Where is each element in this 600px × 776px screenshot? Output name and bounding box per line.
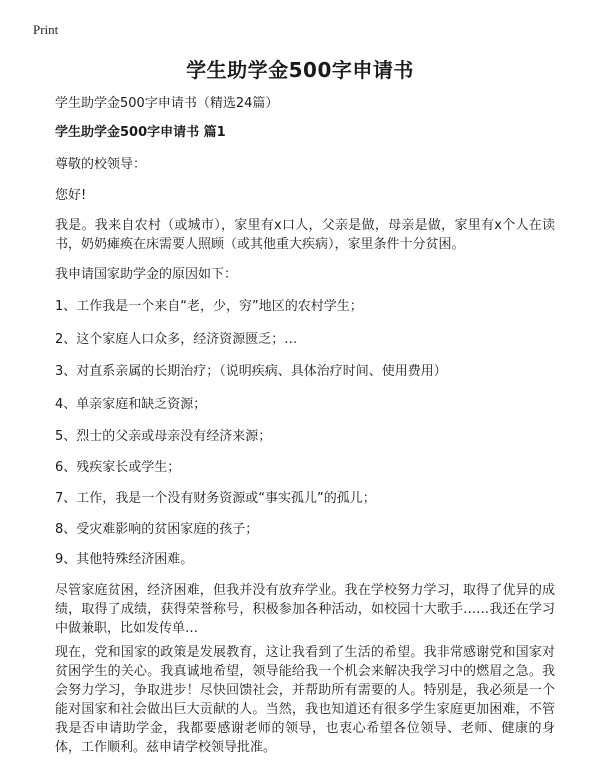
print-link[interactable]: Print xyxy=(33,22,59,37)
section-heading: 学生助学金500字申请书 篇1 xyxy=(55,125,226,140)
list-item: 3、对直系亲属的长期治疗；（说明疾病、具体治疗时间、使用费用） xyxy=(55,364,447,379)
list-item: 8、受灾难影响的贫困家庭的孩子； xyxy=(55,522,259,537)
body-paragraph: 现在，党和国家的政策是发展教育，这让我看到了生活的希望。我非常感谢党和国家对贫困学生的关心。我真诚地希望，领导能给我一个机会来解决我学习中的燃眉之急。我会努力学习，争取进步！尽快回馈社会，并帮助所有需要的人。特别是，我必须是一个能对国家和社会做出巨大贡献的人。当然，我也知道还有很多学生家庭更加困难，不管我是否申请助学金，我都要感谢老师的领导，也衷心希望各位领导、老师、健康的身体，工作顺利。兹申请学校领导批准。 xyxy=(55,645,555,755)
page-title: 学生助学金500字申请书 xyxy=(186,58,414,82)
list-item: 5、烈士的父亲或母亲没有经济来源； xyxy=(55,429,272,444)
list-item: 7、工作，我是一个没有财务资源或“事实孤儿”的孤儿； xyxy=(55,491,376,506)
list-item: 6、残疾家长或学生； xyxy=(55,460,181,475)
greeting: 您好! xyxy=(55,188,87,203)
body-paragraph: 尽管家庭贫困，经济困难，但我并没有放弃学业。我在学校努力学习，取得了优异的成绩，取得了成绩，获得荣誉称号，积极参加各种活动，如校园十大歌手……我还在学习中做兼职，比如发传单… xyxy=(55,583,555,636)
list-item: 2、这个家庭人口众多，经济资源匮乏；… xyxy=(55,332,298,347)
list-item: 4、单亲家庭和缺乏资源； xyxy=(55,397,207,412)
list-item: 1、工作我是一个来自“老，少，穷”地区的农村学生； xyxy=(55,299,363,314)
intro-paragraph: 我是。我来自农村（或城市），家里有x口人，父亲是做，母亲是做，家里有x个人在读书，奶奶瘫痪在床需要人照顾（或其他重大疾病），家里条件十分贫困。 xyxy=(55,218,555,252)
document-subtitle: 学生助学金500字申请书（精选24篇） xyxy=(55,96,279,111)
reasons-heading: 我申请国家助学金的原因如下： xyxy=(55,267,238,282)
salutation: 尊敬的校领导： xyxy=(55,157,147,172)
list-item: 9、其他特殊经济困难。 xyxy=(55,552,194,567)
